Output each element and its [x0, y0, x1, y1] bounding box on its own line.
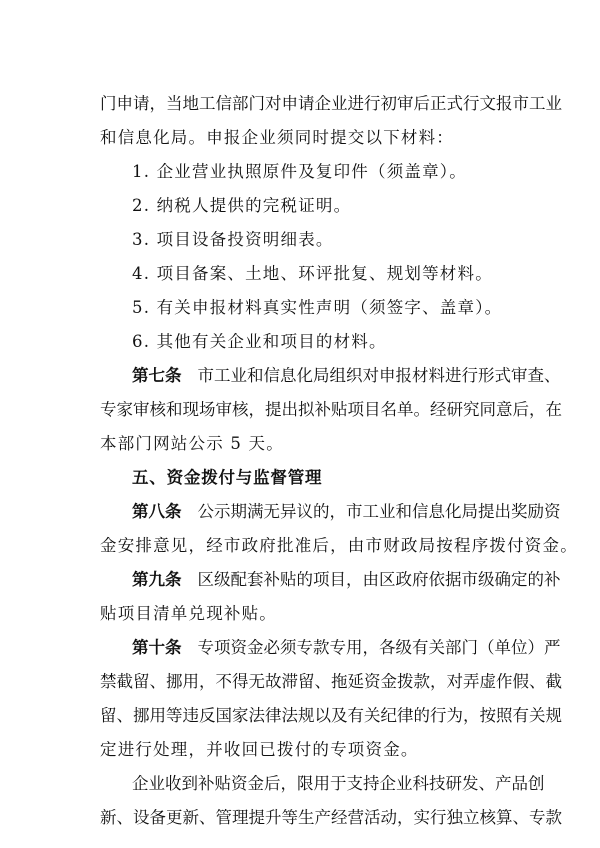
list-item: 4. 项目备案、土地、环评批复、规划等材料。 — [132, 264, 493, 283]
text-line — [132, 774, 545, 794]
list-item: 1. 企业营业执照原件及复印件（须盖章）。 — [132, 162, 467, 181]
line-text: 新 、 设 备 更 新 、 管 理 提 升 等 生 产 经 营 活 动 ， 实 行 独 立 核 算 、 专 款 — [100, 808, 562, 827]
article-text: 公 示 期 满 无 异 议 的 ， 市 工 业 和 信 息 化 局 提 出 奖 励 资 — [197, 502, 561, 521]
list-item: 6. 其他有关企业和项目的材料。 — [132, 332, 387, 351]
article-label: 第十条 — [132, 638, 182, 657]
article-label: 第九条 — [132, 570, 182, 589]
article-9-line — [132, 570, 561, 590]
text-line — [100, 400, 562, 420]
article-7-line — [132, 366, 561, 386]
text-line: 本部门网站公示 5 天。 — [100, 434, 284, 453]
section-heading: 五、资金拨付与监督管理 — [132, 468, 323, 487]
text-line — [100, 706, 562, 726]
list-item: 3. 项目设备投资明细表。 — [132, 230, 334, 249]
text-line: 定进行处理，并收回已拨付的专项资金。 — [100, 740, 419, 759]
line-text: 门 申 请 ， 当 地 工 信 部 门 对 申 请 企 业 进 行 初 审 后 正 式 行 文 报 市 工 业 — [100, 94, 562, 113]
text-line: 贴项目清单兑现补贴。 — [100, 604, 277, 623]
line-text: 留 、 挪 用 等 违 反 国 家 法 律 法 规 以 及 有 关 纪 律 的 行 为 ， 按 照 有 关 规 — [100, 706, 562, 725]
line-text: 禁 截 留 、 挪 用 ， 不 得 无 故 滞 留 、 拖 延 资 金 拨 款 ， 对 弄 虚 作 假 、 截 — [100, 672, 562, 691]
article-text: 市 工 业 和 信 息 化 局 组 织 对 申 报 材 料 进 行 形 式 审 查 、 — [197, 366, 561, 385]
line-text: 企 业 收 到 补 贴 资 金 后 ， 限 用 于 支 持 企 业 科 技 研 发 、 产 品 创 — [132, 774, 545, 793]
article-label: 第七条 — [132, 366, 182, 385]
text-line — [100, 808, 562, 828]
article-text: 专 项 资 金 必 须 专 款 专 用 ， 各 级 有 关 部 门 （ 单 位 ） 严 — [197, 638, 561, 657]
text-line: 和信息化局。申报企业须同时提交以下材料： — [100, 128, 454, 147]
article-text: 区 级 配 套 补 贴 的 项 目 ， 由 区 政 府 依 据 市 级 确 定 的 补 — [197, 570, 561, 589]
article-8-line — [132, 502, 561, 522]
text-line: 金安排意见，经市政府批准后，由市财政局按程序拨付资金。 — [100, 536, 578, 555]
text-line — [100, 672, 562, 692]
line-text: 专 家 审 核 和 现 场 审 核 ， 提 出 拟 补 贴 项 目 名 单 。 经 研 究 同 意 后 ， 在 — [100, 400, 562, 419]
list-item: 5. 有关申报材料真实性声明（须签字、盖章）。 — [132, 298, 503, 317]
article-label: 第八条 — [132, 502, 182, 521]
article-10-line — [132, 638, 561, 658]
text-line — [100, 94, 562, 114]
list-item: 2. 纳税人提供的完税证明。 — [132, 196, 352, 215]
